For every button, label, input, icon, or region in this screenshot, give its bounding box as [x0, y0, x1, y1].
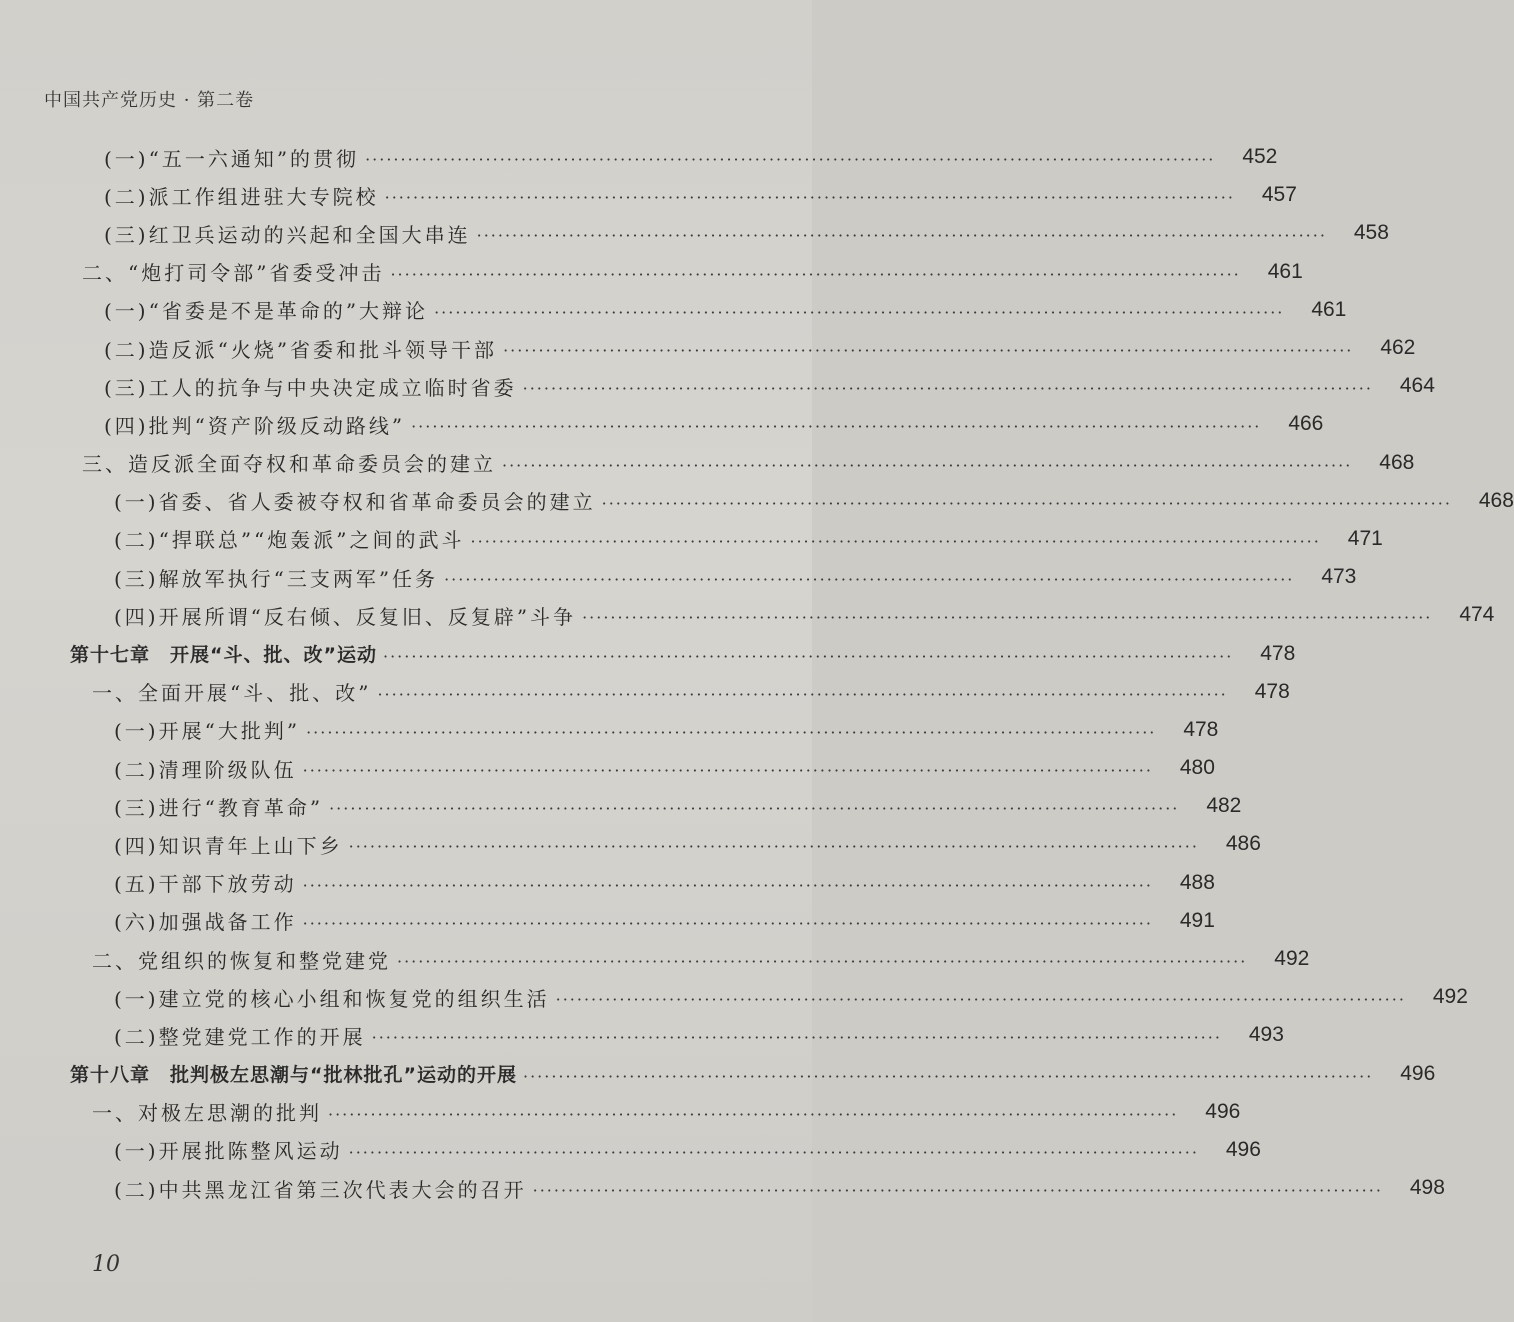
toc-entry-title: (二)整党建党工作的开展	[114, 1024, 366, 1049]
toc-entry-page-number: 468	[1478, 488, 1514, 512]
toc-entry-title: (一)省委、省人委被夺权和省革命委员会的建立	[114, 490, 596, 515]
toc-entry[interactable]	[0, 1169, 1445, 1207]
dot-leader: ························································································································	[522, 1066, 1374, 1086]
toc-entry-page-number: 466	[1288, 412, 1324, 436]
dot-leader: ························································································································	[329, 799, 1180, 819]
toc-entry-page-number: 480	[1179, 756, 1215, 780]
dot-leader: ························································································································	[377, 684, 1228, 704]
toc-entry-title: (一)“五一六通知”的贯彻	[104, 146, 360, 171]
toc-entry-title: (五)干部下放劳动	[114, 872, 297, 897]
toc-entry[interactable]	[0, 902, 1215, 940]
dot-leader: ························································································································	[382, 646, 1234, 666]
toc-entry-title: (一)“省委是不是革命的”大辩论	[104, 299, 429, 324]
toc-entry-page-number: 478	[1183, 717, 1219, 741]
toc-entry-title: 第十八章 批判极左思潮与“批林批孔”运动的开展	[70, 1064, 517, 1087]
toc-entry-title: (三)红卫兵运动的兴起和全国大串连	[104, 222, 471, 247]
toc-entry-title: (二)造反派“火烧”省委和批斗领导干部	[104, 337, 498, 362]
toc-entry[interactable]	[0, 711, 1219, 749]
toc-entry-title: (三)解放军执行“三支两军”任务	[114, 566, 439, 591]
toc-entry-title: (四)批判“资产阶级反动路线”	[104, 413, 406, 438]
toc-entry[interactable]	[0, 787, 1242, 825]
dot-leader: ························································································································	[470, 531, 1321, 551]
toc-entry-title: (二)“捍联总”“炮轰派”之间的武斗	[114, 528, 465, 553]
toc-entry[interactable]	[0, 520, 1383, 558]
toc-entry-page-number: 492	[1274, 947, 1310, 971]
toc-entry-page-number: 474	[1459, 603, 1495, 627]
toc-entry[interactable]	[0, 138, 1278, 176]
toc-entry[interactable]	[0, 673, 1290, 711]
toc-entry-title: 二、“炮打司令部”省委受冲击	[82, 261, 385, 286]
toc-entry-page-number: 461	[1267, 259, 1303, 283]
toc-entry-page-number: 462	[1380, 336, 1416, 360]
toc-entry[interactable]	[0, 749, 1215, 787]
dot-leader: ························································································································	[601, 493, 1452, 513]
toc-entry-title: (一)开展批陈整风运动	[114, 1139, 343, 1164]
toc-entry-title: (六)加强战备工作	[114, 910, 297, 935]
toc-entry-title: 第十七章 开展“斗、批、改”运动	[70, 644, 377, 667]
dot-leader: ························································································································	[434, 302, 1285, 322]
toc-entry-title: (一)建立党的核心小组和恢复党的组织生活	[114, 986, 550, 1011]
toc-entry[interactable]	[0, 444, 1415, 482]
toc-entry-page-number: 491	[1179, 908, 1215, 932]
toc-entry-page-number: 458	[1353, 221, 1389, 245]
dot-leader: ························································································································	[348, 1142, 1199, 1162]
toc-entry-page-number: 496	[1400, 1061, 1436, 1085]
toc-entry[interactable]	[0, 482, 1514, 520]
toc-chapter-entry[interactable]	[0, 1055, 1436, 1093]
dot-leader: ························································································································	[302, 875, 1153, 895]
dot-leader: ························································································································	[384, 188, 1235, 208]
page-number: 10	[92, 1252, 120, 1277]
toc-entry-title: 二、党组织的恢复和整党建党	[92, 948, 391, 973]
dot-leader: ························································································································	[348, 837, 1199, 857]
toc-entry[interactable]	[0, 558, 1357, 596]
toc-entry-title: (一)开展“大批判”	[114, 719, 301, 744]
toc-entry-page-number: 473	[1321, 565, 1357, 589]
toc-entry[interactable]	[0, 1093, 1241, 1131]
dot-leader: ························································································································	[306, 722, 1157, 742]
toc-entry-title: (四)开展所谓“反右倾、反复旧、反复辟”斗争	[114, 604, 577, 629]
toc-entry-page-number: 488	[1179, 870, 1215, 894]
dot-leader: ························································································································	[302, 761, 1153, 781]
toc-entry-page-number: 498	[1409, 1176, 1445, 1200]
toc-entry-page-number: 496	[1205, 1099, 1241, 1123]
dot-leader: ························································································································	[555, 990, 1406, 1010]
table-of-contents	[0, 138, 1514, 1207]
toc-entry[interactable]	[0, 253, 1303, 291]
toc-entry-title: (三)工人的抗争与中央决定成立临时省委	[104, 375, 517, 400]
toc-entry-title: (四)知识青年上山下乡	[114, 833, 343, 858]
toc-entry[interactable]	[0, 825, 1261, 863]
toc-entry[interactable]	[0, 176, 1297, 214]
toc-entry[interactable]	[0, 940, 1310, 978]
toc-entry-title: 一、对极左思潮的批判	[92, 1101, 322, 1126]
toc-entry-page-number: 461	[1311, 297, 1347, 321]
toc-entry-page-number: 493	[1248, 1023, 1284, 1047]
toc-entry-page-number: 468	[1379, 450, 1415, 474]
toc-entry-page-number: 452	[1242, 145, 1278, 169]
toc-entry-title: 一、全面开展“斗、批、改”	[92, 681, 372, 706]
toc-entry-page-number: 496	[1225, 1137, 1261, 1161]
toc-entry[interactable]	[0, 864, 1215, 902]
running-header: 中国共产党历史 · 第二卷	[44, 90, 255, 111]
dot-leader: ························································································································	[476, 226, 1327, 246]
toc-chapter-entry[interactable]	[0, 634, 1296, 672]
toc-entry-title: (三)进行“教育革命”	[114, 795, 324, 820]
toc-entry[interactable]	[0, 291, 1347, 329]
toc-entry[interactable]	[0, 214, 1389, 252]
toc-entry[interactable]	[0, 405, 1324, 443]
toc-entry-page-number: 464	[1399, 374, 1435, 398]
toc-entry-page-number: 478	[1254, 679, 1290, 703]
toc-entry-title: (二)中共黑龙江省第三次代表大会的召开	[114, 1177, 527, 1202]
toc-entry-title: (二)派工作组进驻大专院校	[104, 184, 379, 209]
dot-leader: ························································································································	[532, 1181, 1383, 1201]
toc-entry-page-number: 478	[1260, 641, 1296, 665]
dot-leader: ························································································································	[397, 952, 1248, 972]
toc-entry[interactable]	[0, 1016, 1284, 1054]
dot-leader: ························································································································	[444, 570, 1295, 590]
toc-entry-title: (二)清理阶级队伍	[114, 757, 297, 782]
toc-entry-page-number: 457	[1261, 183, 1297, 207]
dot-leader: ························································································································	[365, 150, 1216, 170]
dot-leader: ························································································································	[411, 417, 1262, 437]
toc-entry-page-number: 471	[1347, 526, 1383, 550]
dot-leader: ························································································································	[328, 1104, 1179, 1124]
toc-entry[interactable]	[0, 1131, 1261, 1169]
toc-entry-page-number: 486	[1225, 832, 1261, 856]
toc-entry[interactable]	[0, 596, 1495, 634]
toc-entry-title: 三、造反派全面夺权和革命委员会的建立	[82, 452, 496, 477]
dot-leader: ························································································································	[522, 379, 1373, 399]
dot-leader: ························································································································	[390, 264, 1241, 284]
dot-leader: ························································································································	[503, 341, 1354, 361]
dot-leader: ························································································································	[371, 1028, 1222, 1048]
dot-leader: ························································································································	[582, 608, 1433, 628]
toc-entry[interactable]	[0, 329, 1416, 367]
dot-leader: ························································································································	[302, 913, 1153, 933]
toc-entry[interactable]	[0, 978, 1468, 1016]
dot-leader: ························································································································	[502, 455, 1353, 475]
toc-entry-page-number: 482	[1206, 794, 1242, 818]
toc-entry-page-number: 492	[1432, 985, 1468, 1009]
toc-entry[interactable]	[0, 367, 1435, 405]
